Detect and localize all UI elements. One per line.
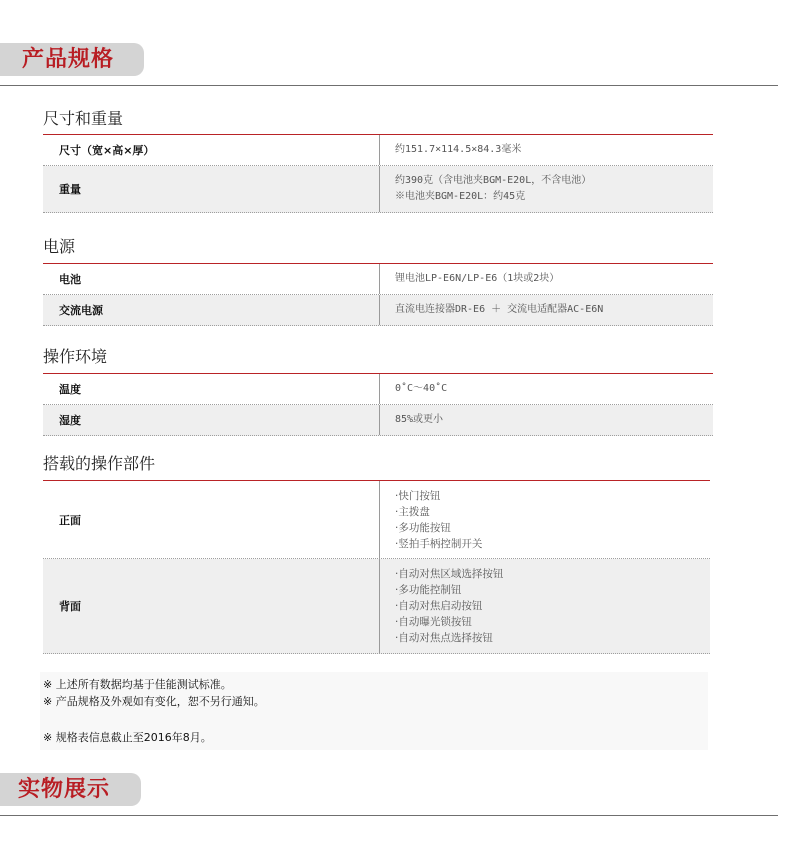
notes-box [40, 672, 708, 750]
spec-label: 背面 [43, 559, 380, 653]
table-row [43, 374, 713, 405]
spec-value-line: ·主拨盘 [395, 505, 430, 518]
table-row [43, 135, 713, 166]
spec-value-line: ·自动对焦点选择按钮 [395, 632, 493, 644]
note-line: ※ 产品规格及外观如有变化，恕不另行通知。 [43, 695, 265, 708]
spec-value-line: 约390克（含电池夹BGM-E20L，不含电池） [395, 175, 592, 186]
spec-value-line: 约151.7×114.5×84.3毫米 [395, 144, 522, 155]
group-title-size-weight: 尺寸和重量 [43, 109, 124, 128]
showcase-section-divider [0, 815, 778, 816]
spec-label: 尺寸（宽×高×厚） [43, 135, 380, 165]
spec-value-line: ·多功能按钮 [395, 521, 451, 534]
group-title-environment: 操作环境 [43, 347, 108, 366]
table-row [43, 481, 710, 559]
specs-section-banner [0, 43, 144, 76]
spec-value-line: 锂电池LP-E6N/LP-E6（1块或2块） [395, 273, 560, 284]
spec-table-environment [43, 373, 713, 436]
spec-label: 湿度 [43, 405, 380, 435]
showcase-section-title: 实物展示 [18, 777, 111, 802]
spec-value [380, 135, 713, 165]
spec-table-controls [43, 480, 710, 654]
spec-value [380, 295, 713, 325]
group-title-power: 电源 [43, 237, 76, 256]
spec-value [380, 481, 710, 558]
spec-value [380, 166, 713, 212]
spec-value-line: 直流电连接器DR-E6 ＋ 交流电适配器AC-E6N [395, 304, 604, 315]
specs-section-divider [0, 85, 778, 86]
spec-value-line: ※电池夹BGM-E20L：约45克 [395, 191, 526, 202]
spec-value-line: ·自动对焦区域选择按钮 [395, 568, 504, 580]
spec-label: 交流电源 [43, 295, 380, 325]
spec-value [380, 559, 710, 653]
spec-value [380, 405, 713, 435]
note-line: ※ 规格表信息截止至2016年8月。 [43, 731, 212, 744]
spec-table-power [43, 263, 713, 326]
spec-table-size-weight [43, 134, 713, 213]
showcase-section-banner [0, 773, 141, 806]
spec-value-line: ·快门按钮 [395, 489, 441, 502]
table-row [43, 166, 713, 213]
spec-label: 重量 [43, 166, 380, 212]
spec-label: 温度 [43, 374, 380, 404]
group-title-controls: 搭载的操作部件 [43, 454, 156, 473]
table-row [43, 295, 713, 326]
spec-label: 电池 [43, 264, 380, 294]
spec-value-line: ·自动曝光锁按钮 [395, 616, 472, 628]
spec-value-line: ·自动对焦启动按钮 [395, 600, 483, 612]
spec-value [380, 374, 713, 404]
spec-value-line: ·竖拍手柄控制开关 [395, 537, 483, 550]
table-row [43, 405, 713, 436]
spec-value [380, 264, 713, 294]
note-line: ※ 上述所有数据均基于佳能测试标准。 [43, 678, 232, 691]
specs-section-title: 产品规格 [22, 47, 115, 72]
table-row [43, 559, 710, 654]
spec-value-line: 85%或更小 [395, 414, 444, 425]
spec-label: 正面 [43, 481, 380, 558]
spec-value-line: ·多功能控制钮 [395, 584, 462, 596]
table-row [43, 264, 713, 295]
spec-value-line: 0˚C～40˚C [395, 383, 448, 394]
